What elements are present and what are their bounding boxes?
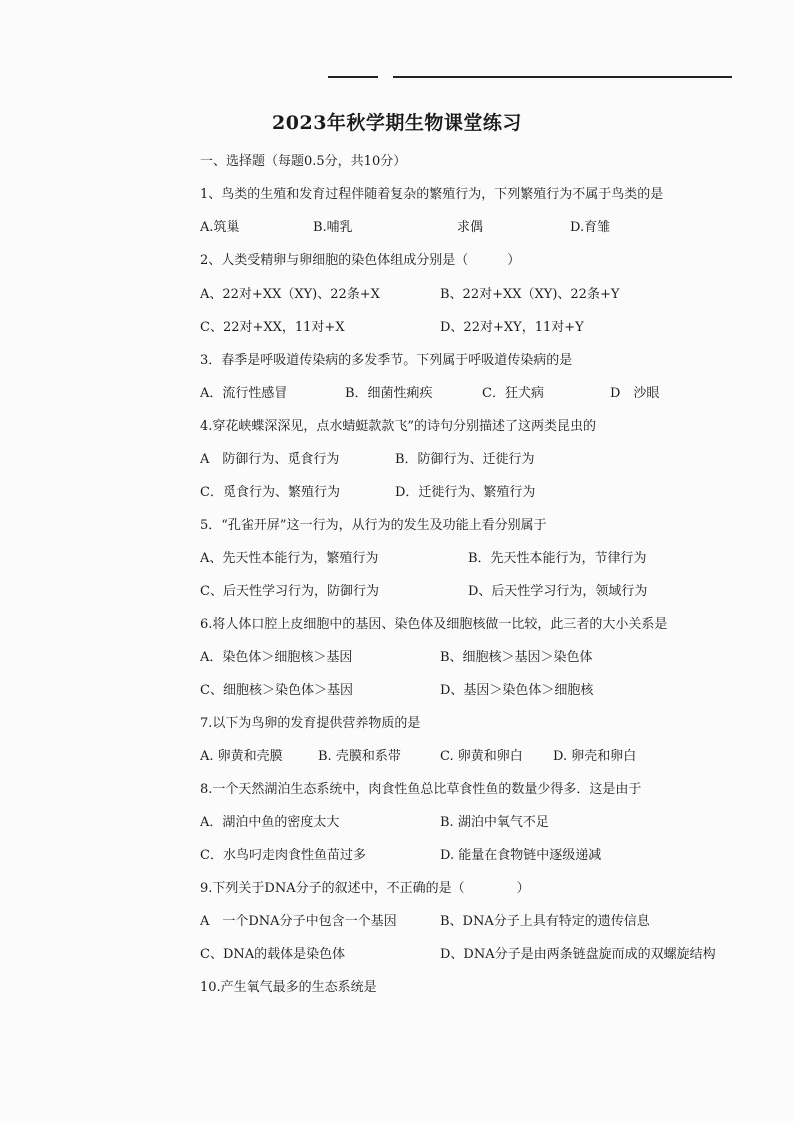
q2-option-b: B、22对+XX（XY)、22条+Y	[440, 287, 620, 302]
q9-option-a: A 一个DNA分子中包含一个基因	[200, 914, 397, 929]
q2-option-a: A、22对+XX（XY)、22条+X	[200, 287, 380, 302]
q7-option-d: D. 卵壳和卵白	[553, 749, 637, 764]
q1-option-c: 求偶	[457, 220, 484, 235]
question-5-stem: 5．“孔雀开屏”这一行为，从行为的发生及功能上看分别属于	[200, 518, 547, 533]
q5-option-b: B．先天性本能行为，节律行为	[468, 551, 647, 566]
q6-option-a: A．染色体＞细胞核＞基因	[200, 650, 353, 665]
page-title: 2023年秋学期生物课堂练习	[272, 112, 522, 134]
question-8-stem: 8.一个天然湖泊生态系统中，肉食性鱼总比草食性鱼的数量少得多．这是由于	[200, 782, 642, 797]
q4-option-c: C．觅食行为、繁殖行为	[200, 485, 340, 500]
q1-option-a: A.筑巢	[200, 220, 240, 235]
header-rule-long	[393, 76, 732, 78]
q6-option-b: B、细胞核＞基因＞染色体	[440, 650, 593, 665]
q3-option-d: D 沙眼	[610, 386, 660, 401]
q1-option-b: B.哺乳	[313, 220, 353, 235]
q9-option-d: D、DNA分子是由两条链盘旋而成的双螺旋结构	[440, 947, 716, 962]
q3-option-b: B．细菌性痢疾	[345, 386, 433, 401]
q4-option-a: A 防御行为、觅食行为	[200, 452, 340, 467]
question-7-stem: 7.以下为鸟卵的发育提供营养物质的是	[200, 716, 421, 731]
q8-option-d: D. 能量在食物链中逐级递减	[440, 848, 602, 863]
question-9-stem: 9.下列关于DNA分子的叙述中，不正确的是（ ）	[200, 881, 530, 896]
q3-option-a: A．流行性感冒	[200, 386, 288, 401]
q7-option-c: C. 卵黄和卵白	[440, 749, 523, 764]
q9-option-b: B、DNA分子上具有特定的遗传信息	[440, 914, 650, 929]
q2-option-c: C、22对+XX，11对+X	[200, 320, 345, 335]
question-4-stem: 4.穿花峡蝶深深见，点水蜻蜓款款飞”的诗句分别描述了这两类昆虫的	[200, 419, 597, 434]
question-3-stem: 3．春季是呼吸道传染病的多发季节。下列属于呼吸道传染病的是	[200, 353, 573, 368]
section-heading: 一、选择题（每题0.5分，共10分）	[200, 154, 407, 169]
question-10-stem: 10.产生氧气最多的生态系统是	[200, 980, 377, 995]
q1-option-d: D.育雏	[570, 220, 611, 235]
q7-option-b: B. 壳膜和系带	[318, 749, 401, 764]
q6-option-c: C、细胞核＞染色体＞基因	[200, 683, 353, 698]
q5-option-d: D、后天性学习行为，领域行为	[468, 584, 648, 599]
q7-option-a: A. 卵黄和壳膜	[200, 749, 283, 764]
question-1-stem: 1、鸟类的生殖和发育过程伴随着复杂的繁殖行为，下列繁殖行为不属于鸟类的是	[200, 187, 664, 202]
q9-option-c: C、DNA的载体是染色体	[200, 947, 346, 962]
q3-option-c: C．狂犬病	[482, 386, 544, 401]
q4-option-d: D．迁徙行为、繁殖行为	[395, 485, 536, 500]
question-2-stem: 2、人类受精卵与卵细胞的染色体组成分别是（ ）	[200, 253, 521, 268]
q6-option-d: D、基因＞染色体＞细胞核	[440, 683, 594, 698]
q5-option-a: A、先天性本能行为，繁殖行为	[200, 551, 379, 566]
q8-option-c: C．水鸟叼走肉食性鱼苗过多	[200, 848, 366, 863]
q5-option-c: C、后天性学习行为，防御行为	[200, 584, 379, 599]
q8-option-b: B. 湖泊中氧气不足	[440, 815, 549, 830]
question-6-stem: 6.将人体口腔上皮细胞中的基因、染色体及细胞核做一比较，此三者的大小关系是	[200, 617, 668, 632]
q2-option-d: D、22对+XY，11对+Y	[440, 320, 584, 335]
header-rule-short	[328, 76, 378, 78]
q4-option-b: B．防御行为、迁徙行为	[395, 452, 535, 467]
q8-option-a: A．湖泊中鱼的密度太大	[200, 815, 340, 830]
